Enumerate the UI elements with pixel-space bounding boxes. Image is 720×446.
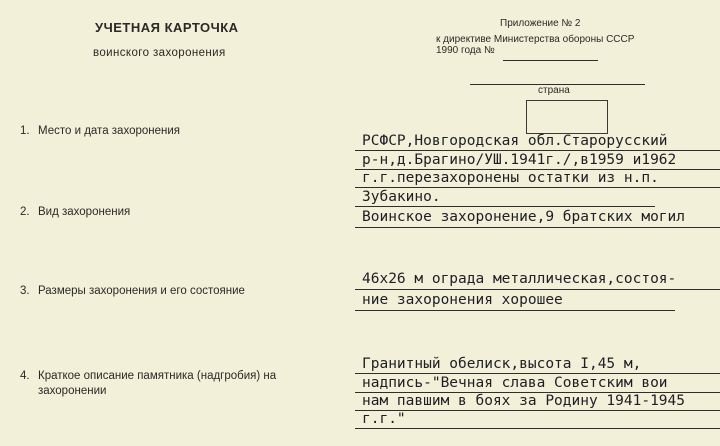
field-2-number: 2. (20, 206, 30, 218)
appendix-label: Приложение № 2 (500, 18, 581, 29)
field-1-line-3: г.г.перезахоронены остатки из н.п. (362, 170, 659, 186)
field-4-label-line-1: Краткое описание памятника (надгробия) на (38, 370, 277, 382)
field-4-line-1: Гранитный обелиск,высота I,45 м, (362, 356, 642, 372)
field-3-line-2: ние захоронения хорошее (362, 292, 563, 308)
field-1-line-1: РСФСР,Новгородская обл.Старорусский (362, 133, 668, 149)
field-4-line-2: надпись-"Вечная слава Советским вои (362, 375, 668, 391)
field-1-label: Место и дата захоронения (38, 125, 181, 137)
field-1-underline-3 (355, 187, 720, 188)
field-4-underline-3 (355, 410, 720, 411)
field-4-line-3: нам павшим в боях за Родину 1941-1945 (362, 393, 686, 409)
field-1-underline-1 (355, 150, 720, 151)
directive-line-2: 1990 года № (436, 45, 495, 56)
field-4-line-4: г.г." (362, 411, 406, 427)
field-4-number: 4. (20, 370, 30, 382)
directive-line-1: к директиве Министерства обороны СССР (436, 34, 635, 45)
field-3-label: Размеры захоронения и его состояние (38, 285, 245, 297)
field-1-underline-4 (355, 206, 655, 207)
field-1-line-2: р-н,д.Брагино/УШ.1941г./,в1959 и1962 (362, 152, 677, 168)
field-3-line-1: 46х26 м ограда металлическая,состоя- (362, 271, 677, 287)
field-1-number: 1. (20, 125, 30, 137)
field-2-underline-1 (355, 227, 720, 228)
field-4-underline-4 (355, 428, 720, 429)
card-title: УЧЕТНАЯ КАРТОЧКА (95, 20, 239, 35)
country-label: страна (538, 85, 570, 96)
field-4-underline-2 (355, 392, 720, 393)
field-4-underline-1 (355, 373, 720, 374)
country-code-box (526, 100, 608, 134)
field-1-line-4: Зубакино. (362, 189, 441, 205)
card-subtitle: воинского захоронения (93, 47, 226, 59)
field-4-label-line-2: захоронении (38, 385, 107, 397)
field-2-line-1: Воинское захоронение,9 братских могил (362, 209, 686, 225)
field-2-label: Вид захоронения (38, 206, 131, 218)
field-3-underline-2 (355, 310, 675, 311)
field-3-underline-1 (355, 289, 720, 290)
field-1-underline-2 (355, 169, 720, 170)
directive-number-line (503, 60, 598, 61)
field-3-number: 3. (20, 285, 30, 297)
